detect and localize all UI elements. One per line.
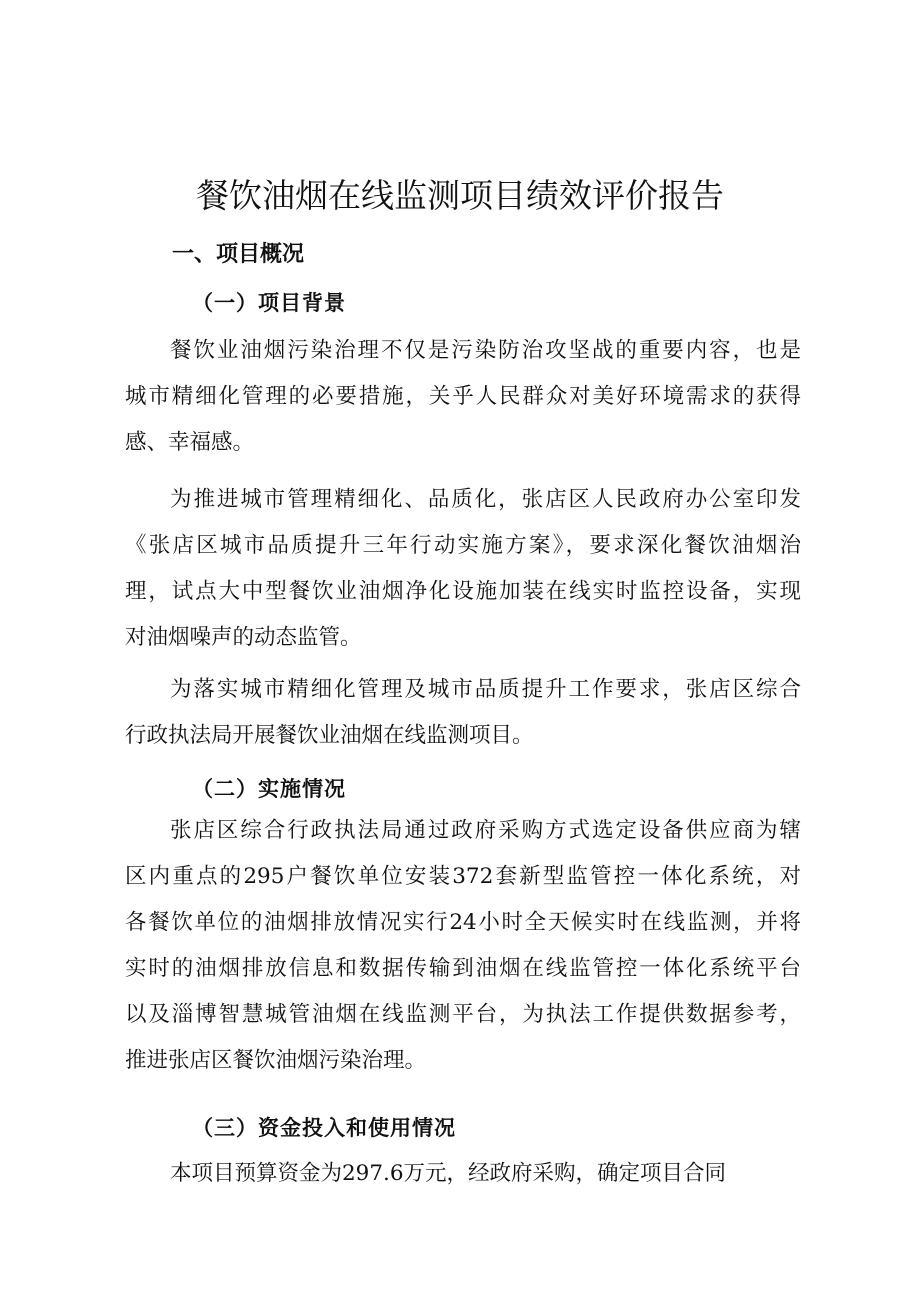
text-line: 本项目预算资金为297.6万元，经政府采购，确定项目合同 xyxy=(170,1161,727,1186)
text-line: 各餐饮单位的油烟排放情况实行24小时全天候实时在线监测，并将 xyxy=(125,910,801,935)
text-line: 为推进城市管理精细化、品质化，张店区人民政府办公室印发 xyxy=(170,487,801,512)
text-line: 理，试点大中型餐饮业油烟净化设施加装在线实时监控设备，实现 xyxy=(125,579,801,604)
text-line: 以及淄博智慧城管油烟在线监测平台，为执法工作提供数据参考， xyxy=(125,1002,801,1027)
paragraph-implementation xyxy=(125,808,801,1084)
paragraph-background-2 xyxy=(125,477,801,661)
text-line: 城市精细化管理的必要措施，关乎人民群众对美好环境需求的获得 xyxy=(125,384,801,409)
paragraph-funding xyxy=(125,1151,801,1197)
text-line: 对油烟噪声的动态监管。 xyxy=(125,625,362,650)
subsection-heading-implementation: （二）实施情况 xyxy=(192,776,346,801)
text-line: 餐饮业油烟污染治理不仅是污染防治攻坚战的重要内容，也是 xyxy=(170,338,801,363)
text-line: 行政执法局开展餐饮业油烟在线监测项目。 xyxy=(125,723,534,748)
paragraph-background-1 xyxy=(125,328,801,466)
text-line: 区内重点的295户餐饮单位安装372套新型监管控一体化系统，对 xyxy=(125,864,801,889)
text-line: 实时的油烟排放信息和数据传输到油烟在线监管控一体化系统平台 xyxy=(125,956,801,981)
text-line: 张店区综合行政执法局通过政府采购方式选定设备供应商为辖 xyxy=(170,818,801,843)
page-title: 餐饮油烟在线监测项目绩效评价报告 xyxy=(196,176,724,215)
subsection-heading-background: （一）项目背景 xyxy=(192,290,346,315)
paragraph-background-3 xyxy=(125,667,801,759)
text-line: 推进张店区餐饮油烟污染治理。 xyxy=(125,1048,427,1073)
section-heading-overview: 一、项目概况 xyxy=(172,242,305,267)
text-line: 为落实城市精细化管理及城市品质提升工作要求，张店区综合 xyxy=(170,677,801,702)
subsection-heading-funding: （三）资金投入和使用情况 xyxy=(192,1115,456,1140)
text-line: 《张店区城市品质提升三年行动实施方案》，要求深化餐饮油烟治 xyxy=(125,533,801,558)
text-line: 感、幸福感。 xyxy=(125,430,255,455)
